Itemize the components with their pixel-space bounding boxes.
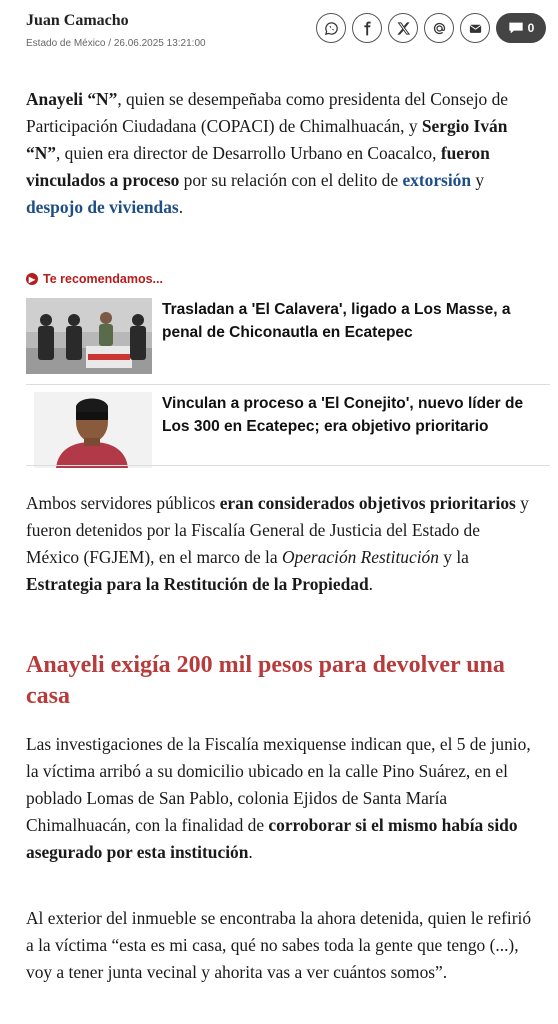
text: Las investigaciones de la Fiscalía mexiquense indican que, el 5 de junio, la víctima arribó a su domicilio ubicado en la calle Pino Suárez, en el poblado Lomas de San Pablo, colonia Ejidos de Santa María Chimalhuacán, con la finalidad de bbox=[26, 734, 531, 835]
article-meta: Estado de México / 26.06.2025 13:21:00 bbox=[26, 38, 206, 49]
recommended-article[interactable] bbox=[26, 298, 550, 378]
divider bbox=[26, 465, 550, 466]
text: . bbox=[178, 197, 184, 217]
recommended-article-title[interactable]: Trasladan a 'El Calavera', ligado a Los Masse, a penal de Chiconautla en Ecatepec bbox=[162, 301, 511, 341]
text: y bbox=[471, 170, 485, 190]
paragraph-detention bbox=[26, 490, 536, 598]
email-share-button[interactable] bbox=[460, 13, 490, 43]
whatsapp-share-button[interactable] bbox=[316, 13, 346, 43]
operation-name: Operación Restitución bbox=[281, 547, 439, 567]
suspect-name-sergio: Sergio Iván “N” bbox=[26, 116, 508, 163]
text: . bbox=[248, 842, 253, 862]
comments-button[interactable] bbox=[496, 13, 546, 43]
text: y fueron detenidos por la Fiscalía General de Justicia del Estado de México (FGJEM), en el marco de la bbox=[26, 493, 529, 567]
suspect-name-anayeli: Anayeli “N” bbox=[26, 89, 118, 109]
x-icon bbox=[396, 21, 411, 36]
paragraph-intro bbox=[26, 86, 536, 221]
facebook-icon bbox=[360, 21, 375, 36]
emphasis: corroborar si el mismo había sido asegurado por esta institución bbox=[26, 815, 518, 862]
paragraph-investigation bbox=[26, 731, 536, 866]
text: , quien era director de Desarrollo Urbano en Coacalco, bbox=[55, 143, 441, 163]
emphasis: eran considerados objetivos prioritarios bbox=[219, 493, 516, 513]
text: Ambos servidores públicos bbox=[26, 493, 220, 513]
article-thumbnail[interactable] bbox=[26, 298, 152, 374]
strategy-name: Estrategia para la Restitución de la Propiedad bbox=[26, 574, 369, 594]
recommend-label-text: Te recomendamos... bbox=[43, 272, 163, 286]
text: , quien se desempeñaba como presidenta del Consejo de Participación Ciudadana (COPACI) de Chimalhuacán, y bbox=[26, 89, 508, 136]
text: . bbox=[368, 574, 374, 594]
facebook-share-button[interactable] bbox=[352, 13, 382, 43]
text: y la bbox=[438, 547, 469, 567]
link-despojo-viviendas[interactable]: despojo de viviendas bbox=[26, 197, 179, 217]
comment-icon bbox=[508, 21, 524, 35]
threads-share-button[interactable] bbox=[424, 13, 454, 43]
comments-count: 0 bbox=[527, 21, 535, 35]
section-subheading: Anayeli exigía 200 mil pesos para devolver una casa bbox=[26, 652, 505, 709]
threads-icon bbox=[432, 21, 447, 36]
emphasis: fueron vinculados a proceso bbox=[26, 143, 490, 190]
x-share-button[interactable] bbox=[388, 13, 418, 43]
paragraph-quote: Al exterior del inmueble se encontraba la ahora detenida, quien le refirió a la víctima “esta es mi casa, qué no sabes toda la gente que tengo (...), voy a tener junta vecinal y ahorita vas a ver cuántos somos”. bbox=[26, 908, 532, 982]
divider bbox=[26, 384, 550, 385]
arrow-right-icon: ▶ bbox=[26, 273, 38, 285]
recommended-article-title[interactable]: Vinculan a proceso a 'El Conejito', nuevo líder de Los 300 en Ecatepec; era objetivo prioritario bbox=[162, 395, 524, 435]
text: por su relación con el delito de bbox=[179, 170, 403, 190]
recommend-label bbox=[26, 272, 163, 286]
email-icon bbox=[468, 21, 483, 36]
whatsapp-icon bbox=[324, 21, 339, 36]
recommended-article[interactable] bbox=[26, 392, 550, 472]
article-header bbox=[26, 10, 546, 58]
link-extorsion[interactable]: extorsión bbox=[402, 170, 472, 190]
share-bar bbox=[316, 13, 546, 43]
author-name[interactable]: Juan Camacho bbox=[26, 12, 129, 29]
article-thumbnail[interactable] bbox=[26, 392, 152, 468]
